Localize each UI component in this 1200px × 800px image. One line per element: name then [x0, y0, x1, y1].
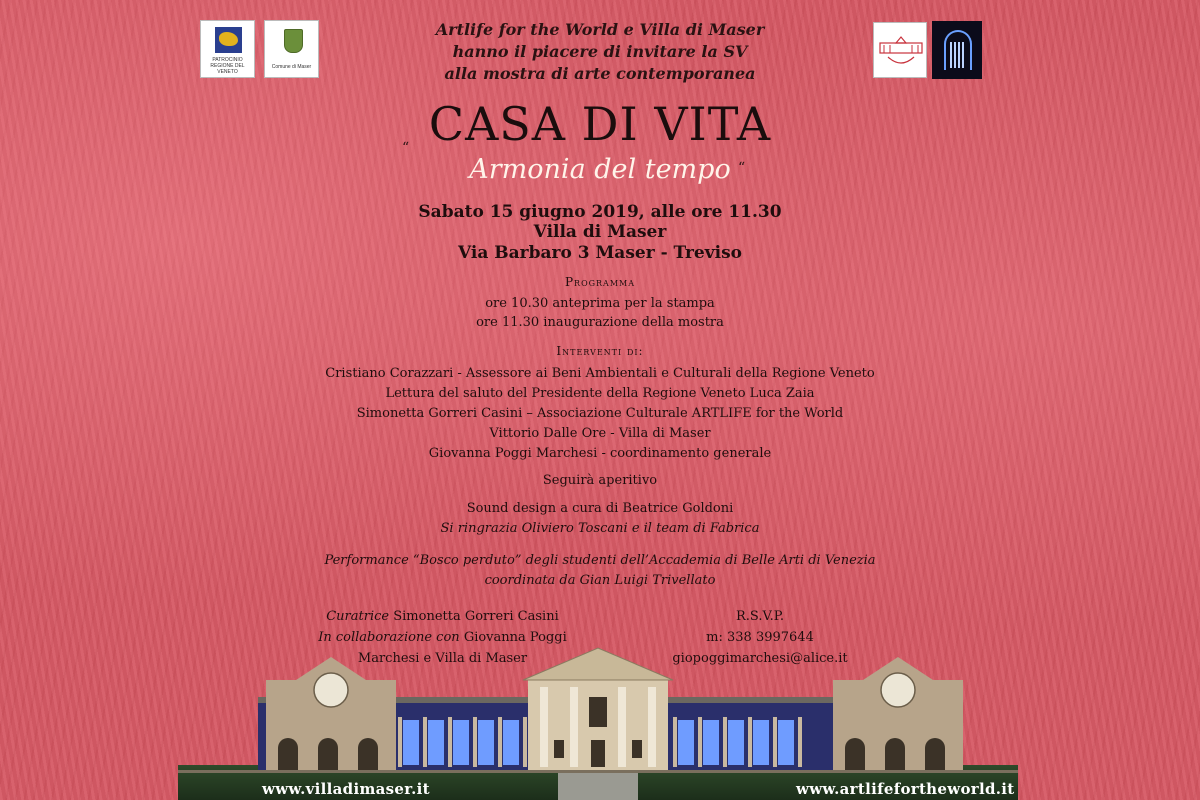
performance-line-1: Performance “Bosco perduto” degli studenti dell’Accademia di Belle Arti di Venezia	[324, 553, 876, 568]
rsvp-phone: m: 338 3997644	[706, 630, 814, 645]
exhibition-title: CASA DI VITA	[428, 97, 772, 151]
artlife-url[interactable]: www.artlifefortheworld.it	[796, 780, 1015, 798]
programma-item: ore 10.30 anteprima per la stampa	[485, 296, 715, 311]
collaboration-line	[300, 630, 585, 645]
event-venue: Villa di Maser	[533, 222, 667, 242]
rsvp-label: R.S.V.P.	[736, 609, 784, 624]
programma-heading: Programma	[564, 275, 635, 289]
interventi-heading: Interventi di:	[556, 344, 644, 358]
subtitle-close-quote: “	[738, 160, 746, 176]
interventi-item: Simonetta Gorreri Casini – Associazione Culturale ARTLIFE for the World	[356, 406, 844, 421]
aperitivo-note: Seguirà aperitivo	[542, 473, 658, 488]
thanks-note: Si ringrazia Oliviero Toscani e il team di Fabrica	[440, 521, 760, 536]
interventi-item: Lettura del saluto del Presidente della Regione Veneto Luca Zaia	[385, 386, 815, 401]
interventi-item: Cristiano Corazzari - Assessore ai Beni Ambientali e Culturali della Regione Veneto	[325, 366, 875, 381]
interventi-item: Giovanna Poggi Marchesi - coordinamento generale	[428, 446, 772, 461]
invite-line-1: Artlife for the World e Villa di Maser	[435, 20, 765, 39]
performance-line-2: coordinata da Gian Luigi Trivellato	[484, 573, 716, 588]
villa-di-maser-illustration	[178, 645, 1018, 800]
collaboration-rest: Marchesi e Villa di Maser	[357, 651, 528, 666]
villa-maser-url[interactable]: www.villadimaser.it	[262, 780, 430, 798]
curatrice-label: Curatrice	[326, 609, 390, 624]
invite-line-3: alla mostra di arte contemporanea	[444, 64, 756, 83]
invite-line-2: hanno il piacere di invitare la SV	[452, 42, 748, 61]
sound-design-credit: Sound design a cura di Beatrice Goldoni	[466, 501, 734, 516]
event-address: Via Barbaro 3 Maser - Treviso	[458, 243, 742, 263]
curatrice-line	[300, 609, 585, 624]
collaboration-label: In collaborazione con	[318, 630, 460, 645]
subtitle-open-quote: “	[402, 140, 410, 156]
collaboration-name: Giovanna Poggi	[463, 630, 567, 645]
exhibition-subtitle: Armonia del tempo	[469, 154, 731, 185]
event-date: Sabato 15 giugno 2019, alle ore 11.30	[418, 202, 782, 222]
curatrice-name: Simonetta Gorreri Casini	[393, 609, 559, 624]
patrocinio-caption: PATROCINIO REGIONE DEL VENETO	[210, 57, 245, 75]
interventi-item: Vittorio Dalle Ore - Villa di Maser	[489, 426, 711, 441]
rsvp-email[interactable]: giopoggimarchesi@alice.it	[672, 651, 848, 666]
programma-item: ore 11.30 inaugurazione della mostra	[476, 315, 724, 330]
comune-caption: Comune di Maser	[271, 64, 312, 70]
